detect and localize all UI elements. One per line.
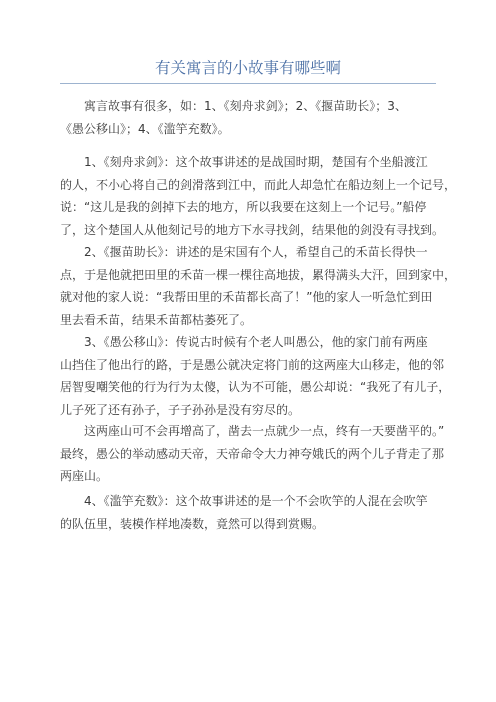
paragraph-line: 3、《愚公移山》：传说古时候有个老人叫愚公，他的家门前有两座 <box>84 335 428 349</box>
paragraph-story-1 <box>60 151 457 241</box>
paragraph-story-4 <box>60 490 440 535</box>
paragraph-line: 的队伍里，装模作样地凑数，竟然可以得到赏赐。 <box>60 516 325 531</box>
paragraph-line: 里去看禾苗，结果禾苗都枯萎死了。 <box>60 312 253 327</box>
paragraph-line: 山挡住了他出行的路，于是愚公就决定将门前的这两座大山移走，他的邻 <box>60 357 445 372</box>
paragraph-line: 最终，愚公的举动感动天帝，天帝命令大力神夸娥氏的两个儿子背走了那 <box>60 446 445 461</box>
paragraph-line: 儿子死了还有孙子，子子孙孙是没有穷尽的。 <box>60 402 301 417</box>
document-title: 有关寓言的小故事有哪些啊 <box>154 59 341 77</box>
paragraph-line: 居智叟嘲笑他的行为行为太傻，认为不可能，愚公却说：“我死了有儿子， <box>60 380 451 394</box>
paragraph-line: 2、《揠苗助长》：讲述的是宋国有个人，希望自己的禾苗长得快一 <box>84 245 428 259</box>
paragraph-line: 说：“这儿是我的剑掉下去的地方，所以我要在这刻上一个记号。”船停 <box>60 200 427 214</box>
paragraph-intro <box>60 95 440 140</box>
paragraph-line: 这两座山可不会再增高了，凿去一点就少一点，终有一天要凿平的。” <box>84 424 445 438</box>
paragraph-line: 1、《刻舟求剑》：这个故事讲述的是战国时期，楚国有个坐船渡江 <box>84 155 428 169</box>
paragraph-line: 点，于是他就把田里的禾苗一棵一棵往高地拔，累得满头大汗，回到家中， <box>60 267 457 282</box>
paragraph-story-3 <box>60 331 451 421</box>
paragraph-line: 《愚公移山》；4、《滥竽充数》。 <box>60 121 230 136</box>
paragraph-line: 就对他的家人说：“我帮田里的禾苗都长高了！”他的家人一听急忙到田 <box>60 290 433 304</box>
paragraph-line: 4、《滥竽充数》：这个故事讲述的是一个不会吹竽的人混在会吹竽 <box>84 494 428 508</box>
paragraph-line: 寓言故事有很多，如：1、《刻舟求剑》；2、《揠苗助长》；3、 <box>84 99 407 113</box>
paragraph-line: 两座山。 <box>60 469 109 483</box>
paragraph-line: 的人，不小心将自己的剑滑落到江中，而此人却急忙在船边刻上一个记号， <box>60 177 457 192</box>
title-divider <box>60 83 436 84</box>
paragraph-story-3-continued <box>60 420 445 488</box>
paragraph-story-2 <box>60 241 457 331</box>
paragraph-line: 了，这个楚国人从他刻记号的地方下水寻找剑，结果他的剑没有寻找到。 <box>60 222 445 237</box>
